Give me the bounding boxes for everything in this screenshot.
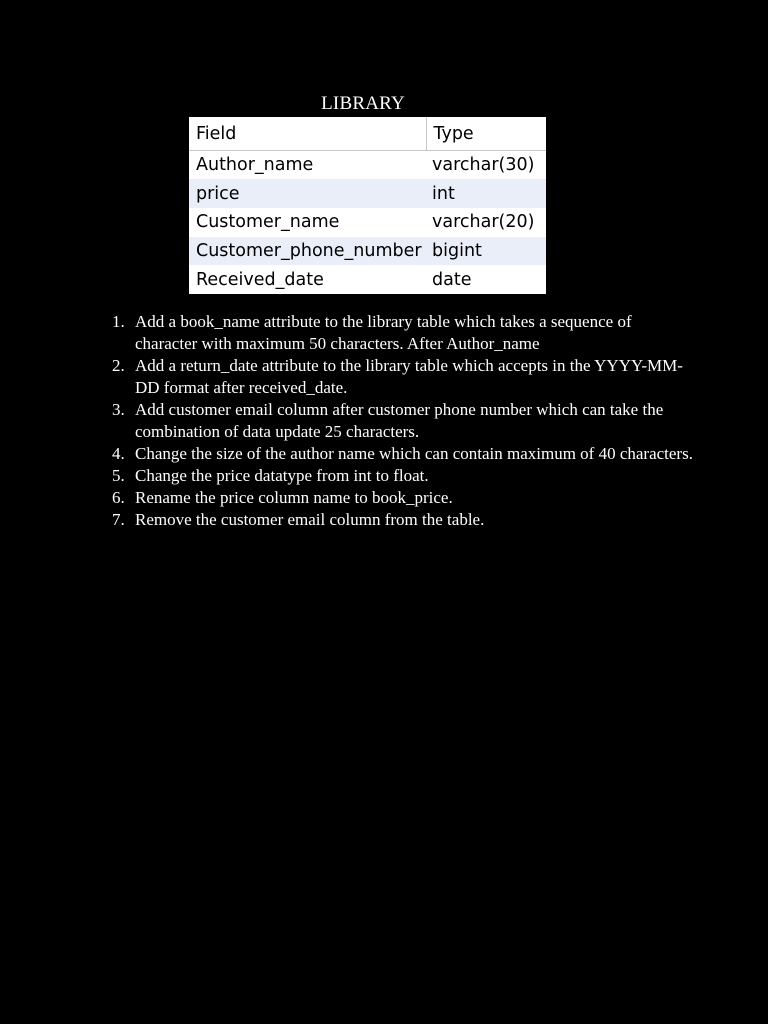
type-cell: bigint — [426, 237, 546, 266]
field-column-header: Field — [189, 117, 426, 151]
table-header-row — [189, 117, 546, 151]
list-item — [112, 509, 695, 531]
list-item-number: 3. — [112, 400, 125, 419]
list-item-number: 4. — [112, 444, 125, 463]
type-cell: date — [432, 269, 472, 290]
library-schema-table — [189, 117, 546, 294]
list-item — [112, 465, 695, 487]
list-item-text: Rename the price column name to book_price. — [135, 488, 453, 507]
list-item-number: 7. — [112, 510, 125, 529]
table-row — [189, 179, 546, 208]
type-cell: varchar(20) — [432, 212, 535, 233]
list-item — [112, 443, 695, 465]
list-item-number: 2. — [112, 356, 125, 375]
type-column-header: Type — [426, 117, 546, 151]
list-item-number: 6. — [112, 488, 125, 507]
list-item-text: Change the size of the author name which can contain maximum of 40 characters. — [135, 444, 693, 463]
list-item-number: 1. — [112, 312, 125, 331]
list-item — [112, 399, 695, 443]
type-cell: varchar(30) — [432, 155, 535, 176]
list-item-text: Add a book_name attribute to the library table which takes a sequence of character with maximum 50 characters. After Author_name — [135, 312, 632, 353]
field-cell: Customer_phone_number — [189, 237, 426, 266]
list-item — [112, 355, 695, 399]
table-row — [189, 208, 546, 237]
page-title: LIBRARY — [321, 93, 405, 114]
list-item — [112, 311, 695, 355]
list-item-text: Change the price datatype from int to float. — [135, 466, 429, 485]
field-cell: Customer_name — [196, 212, 340, 233]
table-row — [189, 151, 546, 180]
field-cell: Received_date — [196, 269, 324, 290]
list-item-text: Remove the customer email column from the table. — [135, 510, 485, 529]
table-row — [189, 237, 546, 266]
field-cell: price — [189, 179, 426, 208]
task-list — [112, 311, 695, 531]
field-cell: Author_name — [196, 155, 314, 176]
type-cell: int — [426, 179, 546, 208]
list-item-number: 5. — [112, 466, 125, 485]
table-row — [189, 265, 546, 294]
list-item — [112, 487, 695, 509]
list-item-text: Add a return_date attribute to the library table which accepts in the YYYY-MM-DD format after received_date. — [135, 356, 683, 397]
list-item-text: Add customer email column after customer phone number which can take the combination of data update 25 characters. — [135, 400, 664, 441]
